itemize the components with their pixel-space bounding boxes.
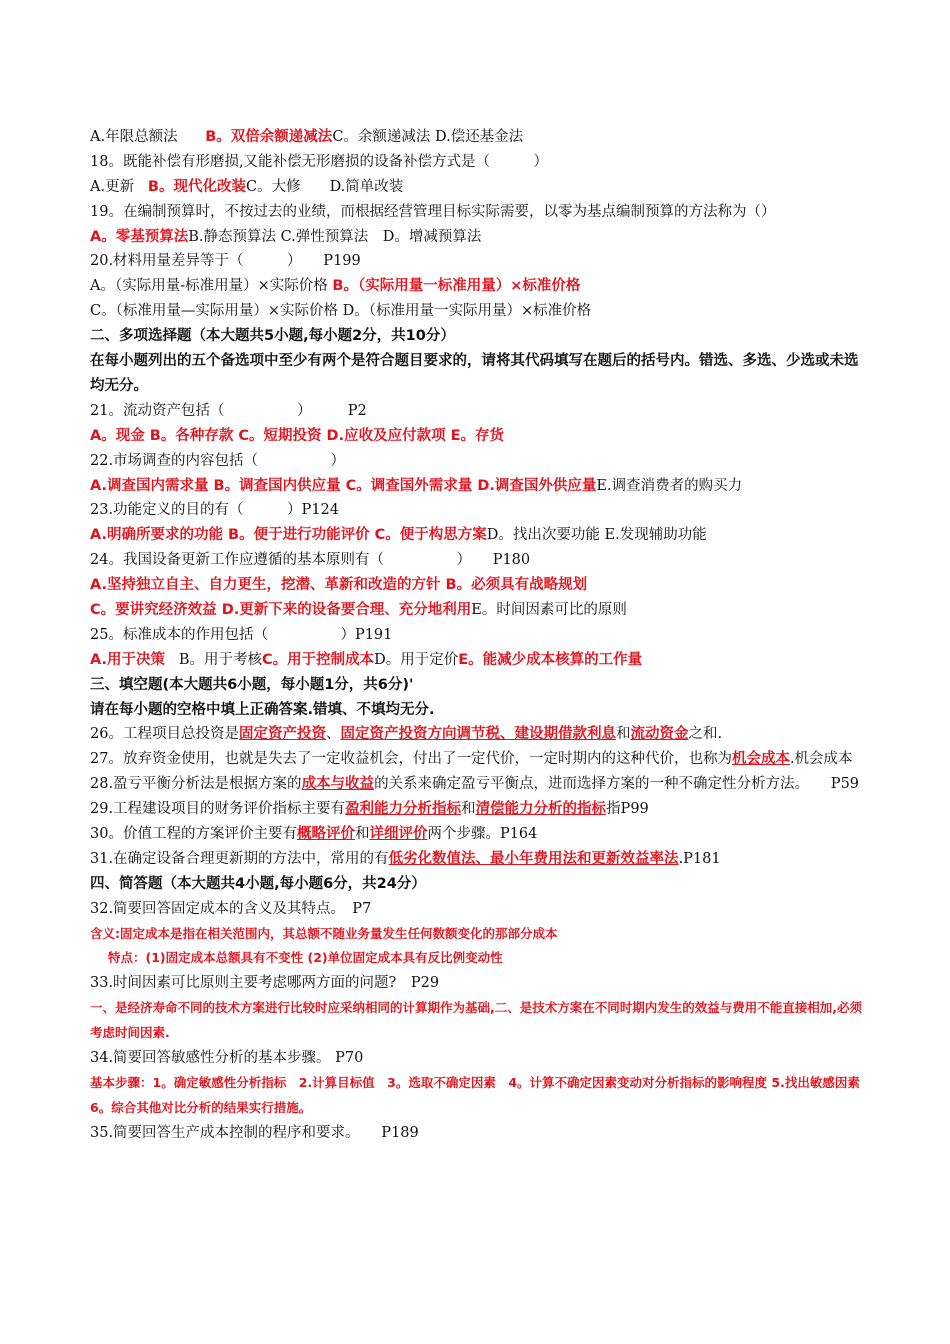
q32-answer-1: 含义:固定成本是指在相关范围内，其总额不随业务量发生任何数额变化的那部分成本 [90, 925, 558, 941]
question-26: 26。工程项目总投资是固定资产投资、固定资产投资方向调节税、建设期借款利息和流动资金之和. [90, 726, 723, 743]
blank-answer: 清偿能力分析的指标 [475, 801, 607, 818]
question-34: 34.简要回答敏感性分析的基本步骤。 P70 [90, 1050, 364, 1067]
q32-answer-2: 特点：(1)固定成本总额具有不变性 (2)单位固定成本具有反比例变动性 [108, 950, 503, 966]
q20-options-ab: A。（实际用量-标准用量）×实际价格 B。（实际用量一标准用量）×标准价格 [90, 278, 581, 295]
question-23: 23.功能定义的目的有（ ）P124 [90, 502, 339, 519]
q24-options-2: C。要讲究经济效益 D.更新下来的设备要合理、充分地利用E。时间因素可比的原则 [90, 601, 627, 618]
question-22: 22.市场调查的内容包括（ ） [90, 452, 346, 469]
question-32: 32.简要回答固定成本的含义及其特点。 P7 [90, 900, 372, 917]
answer-text: C。要讲究经济效益 D.更新下来的设备要合理、充分地利用 [90, 601, 472, 618]
blank-answer: 盈利能力分析指标 [345, 801, 462, 818]
blank-answer: 低劣化数值法、最小年费用法和更新效益率法 [388, 850, 679, 867]
blank-answer: 详细评价 [369, 826, 428, 843]
section-4-heading: 四、简答题（本大题共4小题,每小题6分，共24分） [90, 875, 426, 892]
question-31: 31.在确定设备合理更新期的方法中，常用的有低劣化数值法、最小年费用法和更新效益率法.P181 [90, 850, 721, 867]
answer-text: E。能减少成本核算的工作量 [458, 651, 643, 668]
answer-text: B。双倍余额递减法 [205, 129, 333, 145]
question-33: 33.时间因素可比原则主要考虑哪两方面的问题? P29 [90, 975, 440, 992]
q24-answer-1: A.坚持独立自主、自力更生，挖潜、革新和改造的方针 B。必须具有战略规划 [90, 577, 588, 594]
question-24: 24。我国设备更新工作应遵循的基本原则有（ ） P180 [90, 552, 531, 569]
section-2-heading: 二、多项选择题（本大题共5小题,每小题2分，共10分） [90, 328, 455, 345]
question-30: 30。价值工程的方案评价主要有概略评价和详细评价两个步骤。P164 [90, 826, 538, 843]
question-19: 19。在编制预算时，不按过去的业绩，而根据经营管理目标实际需要，以零为基点编制预算的方法称为（） [90, 203, 776, 220]
q23-options: A.明确所要求的功能 B。便于进行功能评价 C。便于构思方案D。找出次要功能 E.发现辅助功能 [90, 527, 707, 544]
blank-answer: 成本与收益 [301, 776, 375, 793]
answer-text: C。用于控制成本 [261, 651, 375, 668]
section-3-heading: 三、填空题(本大题共6小题，每小题1分，共6分)' [90, 676, 414, 693]
q20-options-cd: C。（标准用量—实际用量）×实际价格 D。（标准用量一实际用量）×标准价格 [90, 303, 592, 320]
question-28: 28.盈亏平衡分析法是根据方案的成本与收益的关系来确定盈亏平衡点，进而选择方案的一种不确定性分析方法。 P59 [90, 776, 860, 793]
q22-options: A.调查国内需求量 B。调查国内供应量 C。调查国外需求量 D.调查国外供应量E.调查消费者的购买力 [90, 477, 743, 494]
question-21: 21。流动资产包括（ ） P2 [90, 402, 367, 419]
blank-answer: 固定资产投资方向调节税、建设期借款利息 [340, 726, 616, 743]
question-25: 25。标准成本的作用包括（ ）P191 [90, 626, 393, 643]
blank-answer: 固定资产投资 [238, 726, 326, 743]
q18-options: A.更新 B。现代化改装C。大修 D.简单改装 [90, 178, 404, 195]
answer-text: A.明确所要求的功能 B。便于进行功能评价 C。便于构思方案 [90, 527, 487, 544]
answer-text: B。现代化改装 [147, 178, 246, 195]
q25-options: A.用于决策 B。用于考核C。用于控制成本D。用于定价E。能减少成本核算的工作量 [90, 651, 643, 668]
question-18: 18。既能补偿有形磨损,又能补偿无形磨损的设备补偿方式是（ ） [90, 153, 549, 170]
question-29: 29.工程建设项目的财务评价指标主要有盈利能力分析指标和清偿能力分析的指标指P99 [90, 801, 649, 818]
blank-answer: 流动资金 [630, 726, 689, 743]
answer-text: A.用于决策 [90, 651, 165, 668]
question-27: 27。放弃资金使用，也就是失去了一定收益机会，付出了一定代价，一定时期内的这种代价，也称为机会成本.机会成本 [90, 751, 853, 768]
blank-answer: 概略评价 [296, 826, 355, 843]
q17-options: A.年限总额法 B。双倍余额递减法C。余额递减法 D.偿还基金法 [90, 129, 524, 145]
section-2-instructions: 在每小题列出的五个备选项中至少有两个是符合题目要求的，请将其代码填写在题后的括号内。错选、多选、少选或未选均无分。 [90, 353, 859, 394]
answer-text: A.调查国内需求量 B。调查国内供应量 C。调查国外需求量 D.调查国外供应量 [90, 477, 597, 494]
exam-page [90, 125, 873, 1146]
q19-options: A。零基预算法B.静态预算法 C.弹性预算法 D。增减预算法 [90, 228, 482, 245]
section-3-instructions: 请在每小题的空格中填上正确答案.错填、不填均无分. [90, 701, 435, 718]
q33-answer: 一、是经济寿命不同的技术方案进行比较时应采纳相同的计算期作为基础,二、是技术方案在不同时期内发生的效益与费用不能直接相加,必须考虑时间因素. [90, 1000, 862, 1041]
q34-answer: 基本步骤：1。确定敏感性分析指标 2.计算目标值 3。选取不确定因素 4。计算不确定因素变动对分析指标的影响程度 5.找出敏感因素 6。综合其他对比分析的结果实行措施。 [90, 1074, 873, 1115]
answer-text: B。（实际用量一标准用量）×标准价格 [332, 278, 581, 295]
question-35: 35.简要回答生产成本控制的程序和要求。 P189 [90, 1124, 419, 1141]
blank-answer: 机会成本 [731, 751, 790, 768]
q21-answer: A。现金 B。各种存款 C。短期投资 D.应收及应付款项 E。存货 [90, 427, 505, 444]
question-20: 20.材料用量差异等于（ ） P199 [90, 253, 361, 270]
answer-text: A。零基预算法 [90, 228, 189, 245]
